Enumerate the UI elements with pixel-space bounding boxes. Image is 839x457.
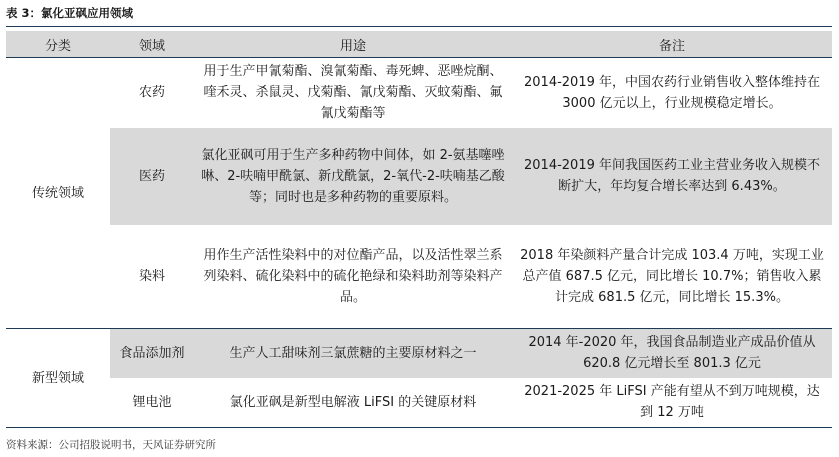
note-cell: 2014-2019 年间我国医药工业主营业务收入规模不断扩大，年均复合增长率达到 6.43%。: [512, 128, 832, 225]
note-cell: 2021-2025 年 LiFSI 产能有望从不到万吨规模，达到 12 万吨: [512, 378, 832, 428]
table-row: [6, 378, 832, 428]
use-cell: 氯化亚砜是新型电解液 LiFSI 的关键原材料: [194, 378, 512, 428]
header-note: 备注: [512, 31, 832, 58]
note-cell: 2014-2019 年，中国农药行业销售收入整体维持在 3000 亿元以上，行业规模稳定增长。: [524, 74, 820, 111]
category-cell: 传统领域: [6, 58, 110, 329]
note-cell: 2018 年染颜料产量合计完成 103.4 万吨，实现工业总产值 687.5 亿元，同比增长 10.7%；销售收入累计完成 681.5 亿元，同比增长 15.3%。: [512, 225, 832, 329]
use-cell: 氯化亚砜可用于生产多种药物中间体，如 2-氨基噻唑啉、2-呋喃甲酰氯、新戊酰氯，2-氧代-2-呋喃基乙酸等；同时也是多种药物的重要原料。: [194, 128, 512, 225]
use-cell: 生产人工甜味剂三氯蔗糖的主要原材料之一: [194, 329, 512, 378]
table-caption: 表 3：氯化亚砜应用领域: [6, 6, 134, 20]
field-cell: 食品添加剂: [110, 329, 194, 378]
header-use: 用途: [194, 31, 512, 58]
field-cell: 医药: [110, 128, 194, 225]
use-cell: 用作生产活性染料中的对位酯产品，以及活性翠兰系列染料、硫化染料中的硫化艳绿和染料助剂等染料产品。: [194, 225, 512, 329]
table-row: [6, 329, 832, 378]
table-row: [6, 128, 832, 225]
header-category: 分类: [6, 31, 110, 58]
field-cell: 农药: [138, 85, 165, 101]
caption-rule: [6, 26, 832, 27]
table-row: [6, 225, 832, 329]
source-note: 资料来源：公司招股说明书，天风证券研究所: [6, 439, 216, 451]
table-row: [6, 58, 832, 128]
category-cell: 新型领域: [6, 329, 110, 428]
note-cell: 2014 年-2020 年，我国食品制造业产成品价值从 620.8 亿元增长至 801.3 亿元: [512, 329, 832, 378]
field-cell: 锂电池: [110, 378, 194, 428]
header-field: 领域: [110, 31, 194, 58]
use-cell: 用于生产甲氰菊酯、溴氰菊酯、毒死蜱、恶唑烷酮、喹禾灵、杀鼠灵、戊菊酯、氰戊菊酯、灭蚊菊酯、氟氰戊菊酯等: [203, 64, 503, 122]
header-row: [6, 31, 832, 58]
field-cell: 染料: [110, 225, 194, 329]
application-table: [6, 31, 832, 428]
